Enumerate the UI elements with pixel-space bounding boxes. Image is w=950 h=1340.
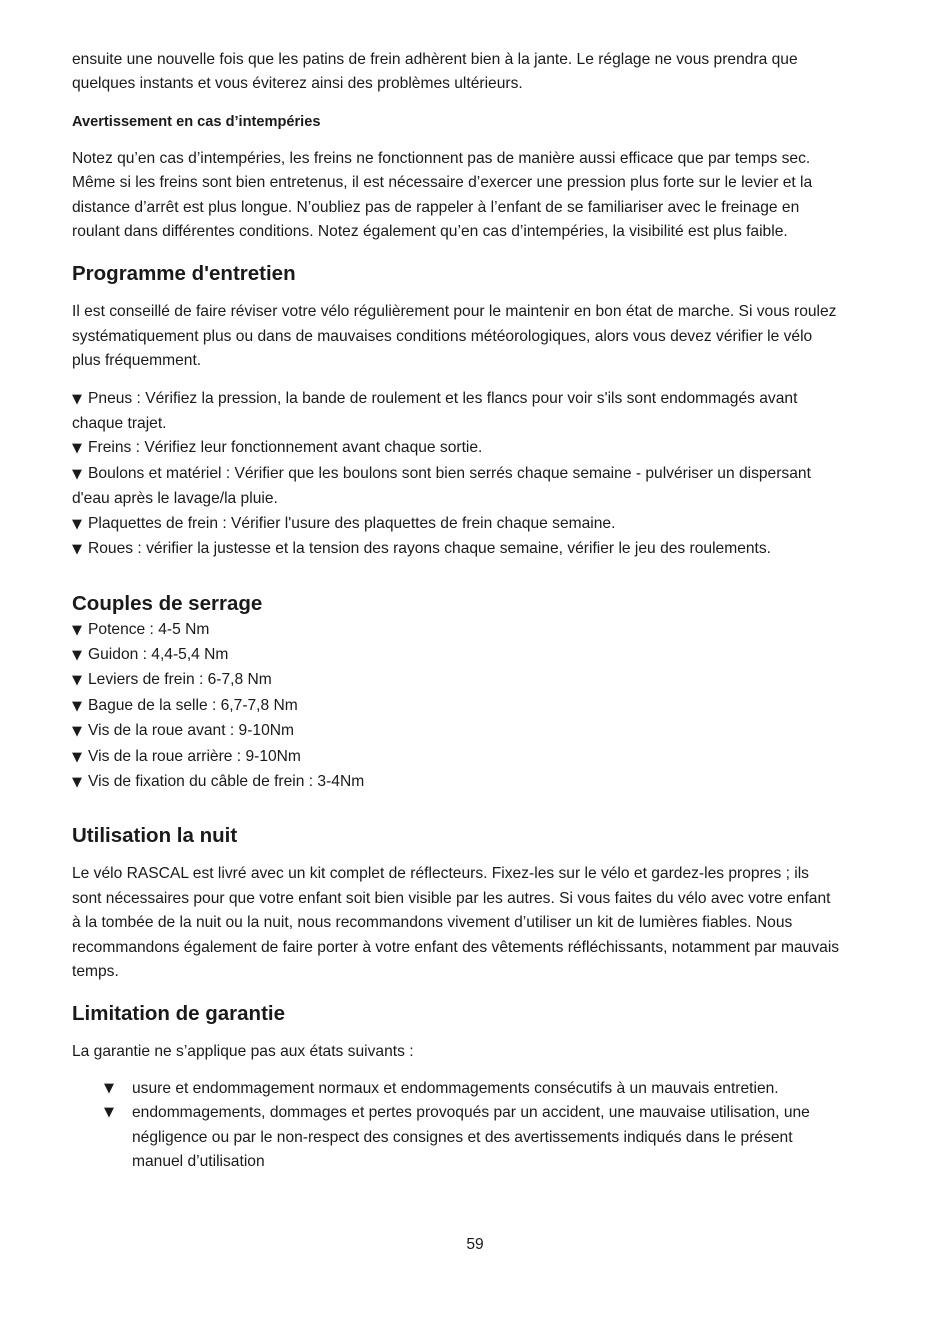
list-item: ▼ Bague de la selle : 6,7-7,8 Nm bbox=[72, 696, 298, 714]
triangle-bullet-icon: ▼ bbox=[72, 673, 82, 689]
triangle-bullet-icon: ▼ bbox=[72, 441, 82, 457]
weather-paragraph: Notez qu’en cas d’intempéries, les freins ne fonctionnent pas de manière aussi efficace que par temps sec. Même si les freins sont bien entretenus, il est nécessaire d’exercer une pression plus forte sur le levier et la distance d’arrêt est plus longue. N’oubliez pas de rappeler à l’enfant de se familiariser avec le freinage en roulant dans différentes conditions. Notez également qu’en cas d’intempéries, la visibilité est plus faible. bbox=[72, 149, 813, 241]
intro-paragraph: ensuite une nouvelle fois que les patins de frein adhèrent bien à la jante. Le réglage ne vous prendra que quelques instants et vous éviterez ainsi des problèmes ultérieurs. bbox=[72, 51, 798, 93]
list-item: ▼ Vis de la roue avant : 9-10Nm bbox=[72, 722, 295, 740]
maintenance-list bbox=[72, 387, 842, 563]
list-item: ▼ Roues : vérifier la justesse et la tension des rayons chaque semaine, vérifier le jeu des roulements. bbox=[72, 540, 772, 558]
page-number: 59 bbox=[466, 1236, 484, 1253]
list-item: ▼ Vis de la roue arrière : 9-10Nm bbox=[72, 747, 301, 765]
triangle-bullet-icon: ▼ bbox=[72, 774, 82, 790]
document-page bbox=[72, 48, 842, 1174]
list-item: ▼ Leviers de frein : 6-7,8 Nm bbox=[72, 671, 272, 689]
list-item: ▼ Freins : Vérifiez leur fonctionnement avant chaque sortie. bbox=[72, 439, 483, 457]
triangle-bullet-icon: ▼ bbox=[72, 516, 82, 532]
triangle-bullet-icon: ▼ bbox=[104, 1105, 114, 1121]
triangle-bullet-icon: ▼ bbox=[72, 542, 82, 558]
list-item: ▼ Guidon : 4,4-5,4 Nm bbox=[72, 645, 229, 663]
maintenance-heading: Programme d'entretien bbox=[72, 262, 296, 286]
list-item: ▼ endommagements, dommages et pertes provoqués par un accident, une mauvaise utilisation, une négligence ou par le non-respect des consignes et des avertissements indiqués dans le présent manuel d’utilisation bbox=[104, 1101, 842, 1174]
triangle-bullet-icon: ▼ bbox=[72, 647, 82, 663]
triangle-bullet-icon: ▼ bbox=[72, 698, 82, 714]
warranty-list bbox=[72, 1077, 842, 1175]
triangle-bullet-icon: ▼ bbox=[72, 622, 82, 638]
torque-list bbox=[72, 618, 842, 796]
list-item: ▼ Plaquettes de frein : Vérifier l'usure des plaquettes de frein chaque semaine. bbox=[72, 514, 616, 532]
torque-heading: Couples de serrage bbox=[72, 591, 263, 615]
triangle-bullet-icon: ▼ bbox=[72, 391, 82, 407]
triangle-bullet-icon: ▼ bbox=[104, 1080, 114, 1096]
list-item: ▼ Potence : 4-5 Nm bbox=[72, 620, 210, 638]
weather-subheading: Avertissement en cas d’intempéries bbox=[72, 113, 321, 130]
warranty-heading: Limitation de garantie bbox=[72, 1002, 285, 1026]
list-item: ▼ Vis de fixation du câble de frein : 3-4Nm bbox=[72, 772, 365, 790]
night-paragraph: Le vélo RASCAL est livré avec un kit complet de réflecteurs. Fixez-les sur le vélo et gardez-les propres ; ils sont nécessaires pour que votre enfant soit bien visible par les autres. Si vous faites du vélo avec votre enfant à la tombée de la nuit ou la nuit, nous recommandons vivement d’utiliser un kit de lumières fiables. Nous recommandons également de faire porter à votre enfant des vêtements réfléchissants, notamment par mauvais temps. bbox=[72, 865, 840, 980]
triangle-bullet-icon: ▼ bbox=[72, 466, 82, 482]
triangle-bullet-icon: ▼ bbox=[72, 749, 82, 765]
list-item: ▼ Boulons et matériel : Vérifier que les boulons sont bien serrés chaque semaine - pulvériser un dispersant d'eau après le lavage/la pluie. bbox=[72, 464, 811, 508]
night-heading: Utilisation la nuit bbox=[72, 824, 238, 848]
triangle-bullet-icon: ▼ bbox=[72, 724, 82, 740]
list-item: ▼ usure et endommagement normaux et endommagements consécutifs à un mauvais entretien. bbox=[104, 1077, 842, 1101]
warranty-intro: La garantie ne s’applique pas aux états suivants : bbox=[72, 1043, 414, 1061]
maintenance-intro: Il est conseillé de faire réviser votre vélo régulièrement pour le maintenir en bon état de marche. Si vous roulez systématiquement plus ou dans de mauvaises conditions météorologiques, alors vous devez vérifier le vélo plus fréquemment. bbox=[72, 303, 837, 370]
list-item: ▼ Pneus : Vérifiez la pression, la bande de roulement et les flancs pour voir s'ils sont endommagés avant chaque trajet. bbox=[72, 389, 798, 433]
